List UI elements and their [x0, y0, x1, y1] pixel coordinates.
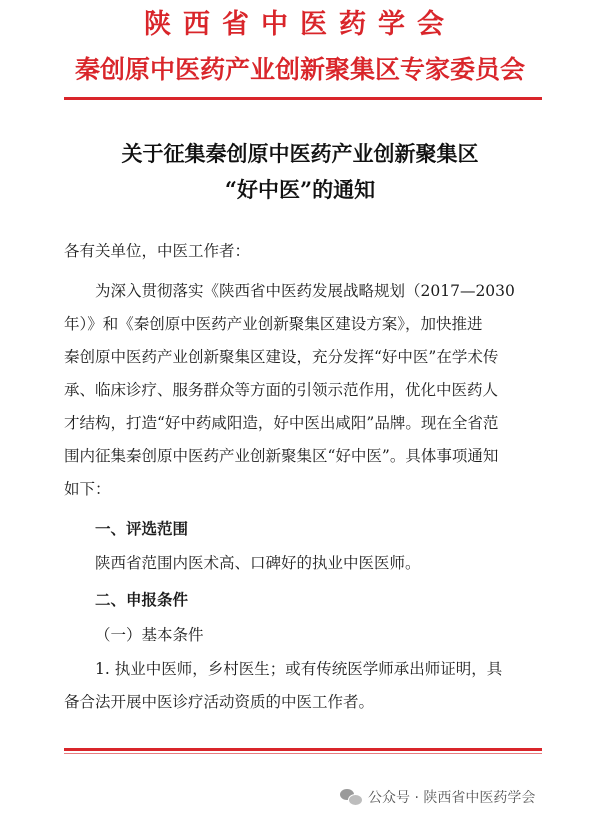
- watermark: [340, 786, 535, 808]
- committee-name: 秦创原中医药产业创新聚集区专家委员会: [74, 55, 525, 84]
- wechat-icon: [340, 788, 362, 806]
- section-text: 陕西省范围内医术高、口碑好的执业中医医师。: [95, 554, 421, 572]
- item-line: 1. 执业中医师，乡村医生；或有传统医学师承出师证明，具: [95, 660, 503, 678]
- intro-line: 如下：: [64, 480, 111, 498]
- org-name: 陕西省中医药学会: [144, 9, 456, 40]
- intro-line: 秦创原中医药产业创新聚集区建设，充分发挥“好中医”在学术传: [64, 348, 499, 366]
- item-line: 备合法开展中医诊疗活动资质的中医工作者。: [64, 693, 375, 711]
- subsection-heading: （一）基本条件: [95, 626, 204, 644]
- intro-line: 才结构，打造“好中药咸阳造，好中医出咸阳”品牌。现在全省范: [64, 414, 499, 432]
- salutation: 各有关单位，中医工作者：: [64, 242, 251, 260]
- section-heading: 二、申报条件: [95, 590, 189, 609]
- intro-line: 为深入贯彻落实《陕西省中医药发展战略规划（2017—2030: [95, 282, 515, 300]
- intro-line: 围内征集秦创原中医药产业创新聚集区“好中医”。具体事项通知: [64, 447, 499, 465]
- section-heading: 一、评选范围: [95, 519, 189, 538]
- intro-line: 承、临床诊疗、服务群众等方面的引领示范作用，优化中医药人: [64, 381, 499, 399]
- footer-divider: [64, 748, 542, 751]
- document-title-line2: “好中医”的通知: [224, 177, 376, 202]
- intro-line: 年）》和《秦创原中医药产业创新聚集区建设方案》，加快推进: [64, 315, 483, 333]
- header-divider: [64, 97, 542, 100]
- watermark-text: 公众号 · 陕西省中医药学会: [368, 790, 536, 806]
- document-title-line1: 关于征集秦创原中医药产业创新聚集区: [121, 141, 479, 166]
- footer-divider-thin: [64, 753, 542, 754]
